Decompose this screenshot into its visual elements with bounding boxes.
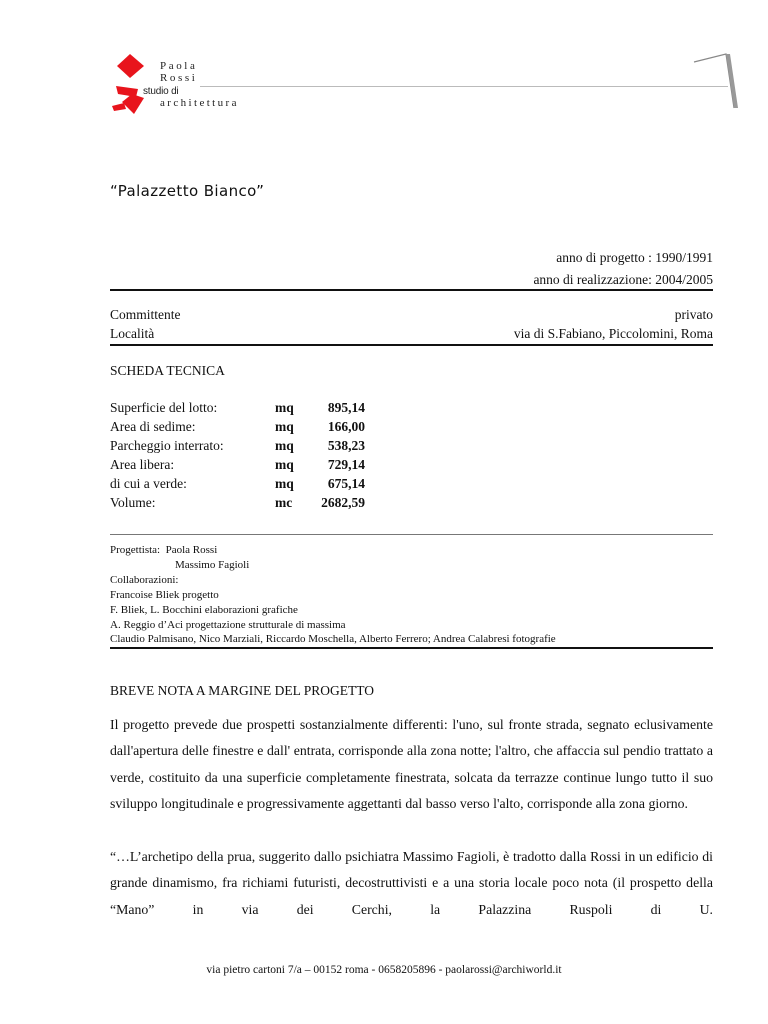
progettista-label: Progettista: [110, 544, 161, 556]
info-row-localita [110, 326, 713, 342]
info-divider [110, 344, 713, 346]
spec-label: Parcheggio interrato: [110, 438, 224, 453]
spec-value: 675,14 [327, 476, 365, 491]
credit-line: A. Reggio d’Aci progettazione strutturale di massima [110, 618, 346, 631]
info-label: Località [110, 326, 155, 341]
spec-label: Superficie del lotto: [110, 400, 218, 415]
spec-value: 729,14 [327, 457, 365, 472]
progettista-name: Paola Rossi [165, 544, 218, 556]
footer-contact: via pietro cartoni 7/a – 00152 roma - 0658205896 - paolarossi@archiworld.it [206, 964, 562, 976]
info-row-committente [110, 307, 713, 323]
dates-divider [110, 289, 713, 291]
corner-fold-icon [690, 48, 742, 112]
spec-value: 895,14 [327, 400, 365, 415]
progettista-name: Massimo Fagioli [175, 558, 250, 571]
spec-unit: mc [275, 495, 293, 510]
paragraph-text: Il progetto prevede due prospetti sostanzialmente differenti: l'uno, sul fronte strada, segnato eclusivamente dall'apertura delle finestre e dall' entrata, corrisponde alla zona notte; l'altro, che affaccia sul pendio trattato a verde, costituito da una superficie completamente finestrata, solcata da terrazze continue lungo tutto il suo sviluppo longitudinale e progressivamente aggettanti dal basso verso l'alto, corrisponde alla zona giorno. [110, 717, 713, 812]
info-value: via di S.Fabiano, Piccolomini, Roma [513, 326, 713, 341]
scheda-heading: SCHEDA TECNICA [110, 363, 225, 378]
paragraph-text: “…L’archetipo della prua, suggerito dallo psichiatra Massimo Fagioli, è tradotto dalla Rossi in un edificio di grande dinamismo, fra richiami futuristi, decostruttivisti e a una storia locale poco nota (il prospetto della “Mano” in via dei Cerchi, la Palazzina Ruspoli di U. [110, 849, 713, 917]
spec-label: Area libera: [110, 457, 175, 472]
anno-realizzazione: anno di realizzazione: 2004/2005 [533, 272, 713, 287]
info-value: privato [674, 307, 713, 322]
logo-text-architettura: architettura [160, 97, 239, 109]
logo-text-studio: studio di [143, 86, 179, 97]
spec-unit: mq [275, 438, 294, 453]
credits-block [110, 543, 556, 647]
collab-label: Collaborazioni: [110, 573, 179, 586]
spec-label: Area di sedime: [110, 419, 196, 434]
credit-line: Francoise Bliek progetto [110, 588, 219, 601]
credits-divider [110, 647, 713, 649]
spec-value: 166,00 [327, 419, 365, 434]
header-rule [200, 86, 728, 87]
anno-progetto: anno di progetto : 1990/1991 [556, 250, 713, 265]
credit-line [110, 543, 556, 558]
nota-paragraph-2 [110, 844, 713, 923]
spec-value: 538,23 [327, 438, 365, 453]
credit-line: Claudio Palmisano, Nico Marziali, Riccardo Moschella, Alberto Ferrero; Andrea Calabresi fotografie [110, 633, 556, 646]
spec-unit: mq [275, 419, 294, 434]
logo-text-rossi: Rossi [160, 72, 198, 84]
scheda-divider [110, 534, 713, 535]
nota-heading: BREVE NOTA A MARGINE DEL PROGETTO [110, 683, 375, 698]
project-title: “Palazzetto Bianco” [110, 182, 265, 200]
spec-value: 2682,59 [321, 495, 365, 510]
spec-label: Volume: [110, 495, 156, 510]
spec-unit: mq [275, 457, 294, 472]
spec-unit: mq [275, 476, 294, 491]
nota-paragraph-1 [110, 712, 713, 818]
spec-label: di cui a verde: [110, 476, 187, 491]
logo-text-paola: Paola [160, 60, 198, 72]
spec-unit: mq [275, 400, 294, 415]
info-label: Committente [110, 307, 181, 322]
credit-line: F. Bliek, L. Bocchini elaborazioni grafiche [110, 603, 298, 616]
